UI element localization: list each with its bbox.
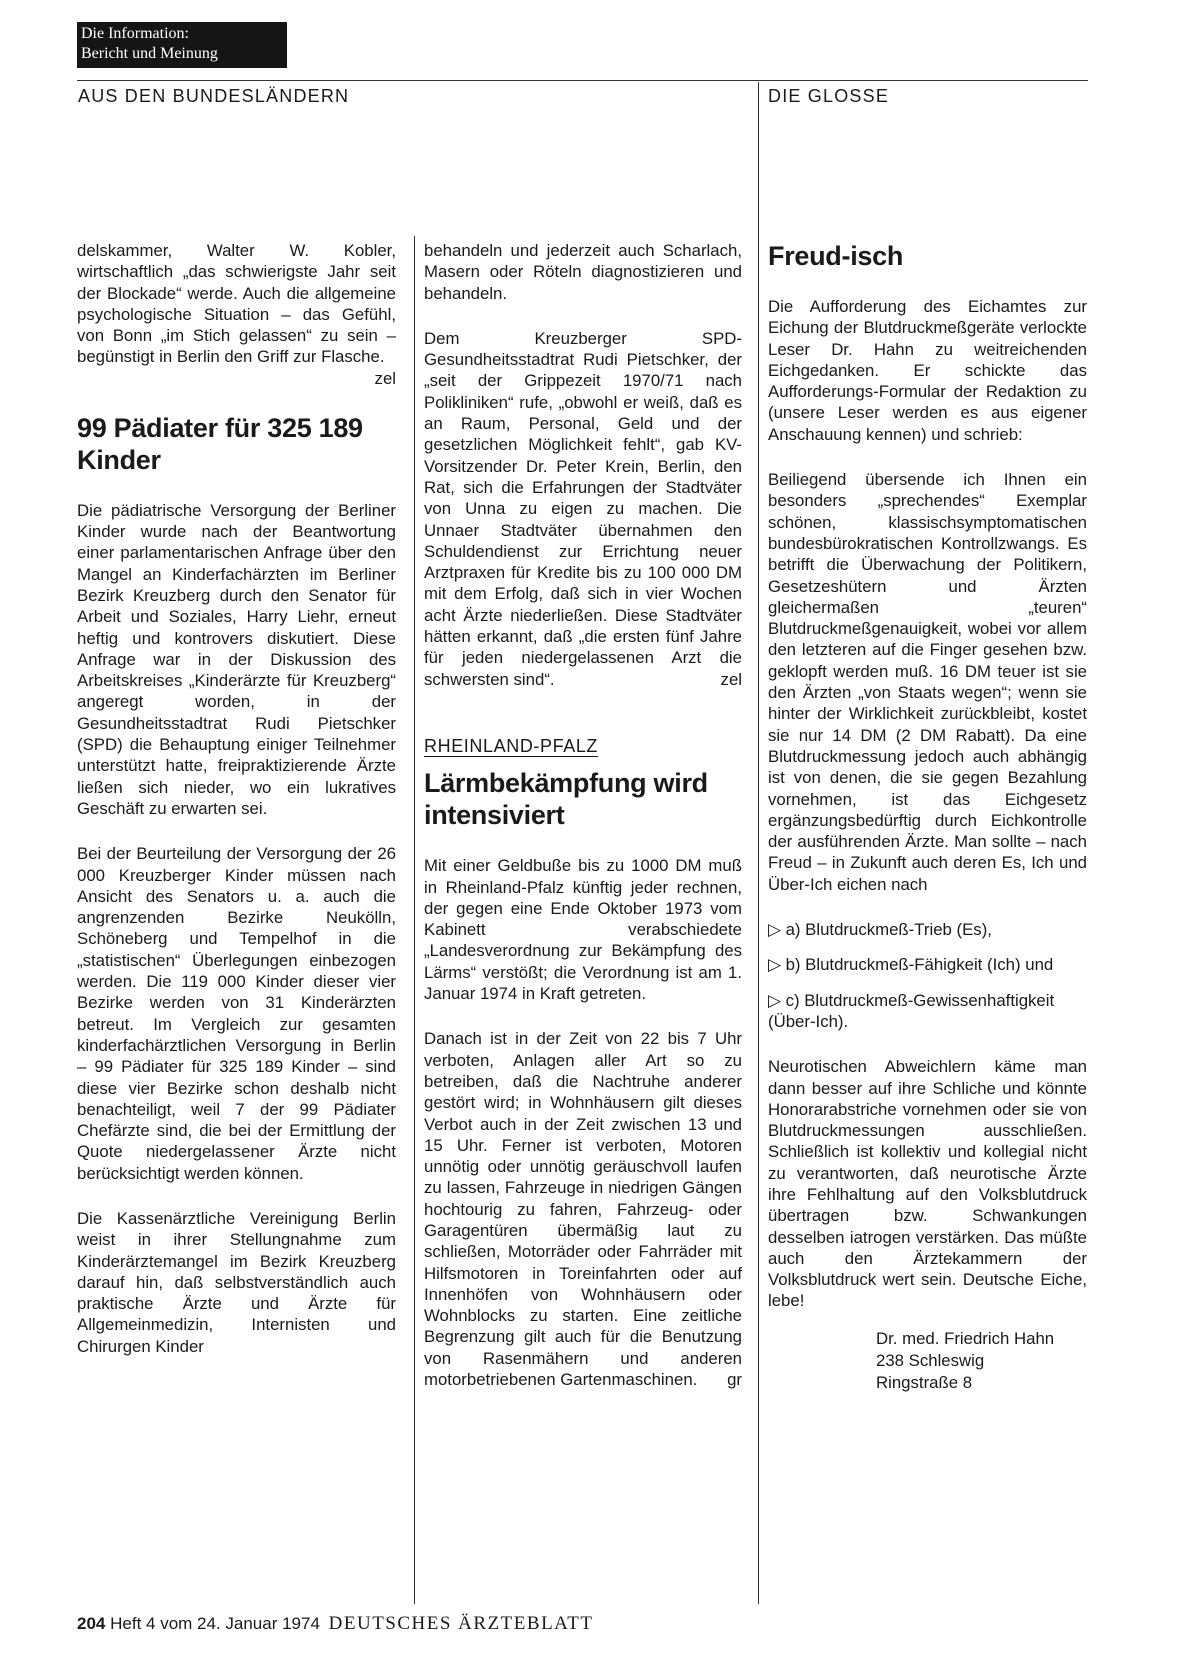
article-paragraph: behandeln und jederzeit auch Scharlach, Masern oder Röteln diagnostizieren und behandeln. xyxy=(424,241,742,303)
bullet-list xyxy=(768,919,1087,1032)
headline-laermbekaempfung: Lärmbekämpfung wird intensiviert xyxy=(424,768,708,831)
signature-city: 238 Schleswig xyxy=(876,1350,985,1370)
headline-paediater: 99 Pädiater für 325 189 Kinder xyxy=(77,412,363,475)
list-item: ▷ c) Blutdruckmeß-Gewissenhaftigkeit (Über-Ich). xyxy=(768,990,1055,1031)
article-paragraph: Die Kassenärztliche Vereinigung Berlin weist in ihrer Stellungnahme zum Kinderärztemangel im Bezirk Kreuzberg darauf hin, daß selbstverständlich auch praktische Ärzte und Ärzte für Allgemeinmedizin, Internisten und Chirurgen Kinder xyxy=(77,1208,396,1356)
author-sig: zel xyxy=(374,368,396,388)
column-divider-1 xyxy=(414,236,415,1604)
article-paragraph: Die Aufforderung des Eichamtes zur Eichung der Blutdruckmeßgeräte verlockte Leser Dr. Hahn zu weitreichenden Eichgedanken. Er schickte das Aufforderungs-Formular der Redaktion zu (unsere Leser werden es aus eigener Anschauung kennen) und schrieb: xyxy=(768,297,1087,444)
article-column-3 xyxy=(768,240,1087,1394)
author-sig: gr xyxy=(727,1370,742,1390)
article-column-1 xyxy=(77,240,396,1357)
top-rule xyxy=(77,80,1088,81)
article-paragraph: Danach ist in der Zeit von 22 bis 7 Uhr verboten, Anlagen aller Art so zu betreiben, daß die Nachtruhe anderer gestört wird; in Wohnhäusern gilt dieses Verbot auch in der Zeit zwischen 13 und 15 Uhr. Ferner ist verboten, Motoren unnötig oder unnötig geräuschvoll laufen zu lassen, Fahrzeuge in niedrigen Gängen hochtourig zu fahren, Fahrzeug- oder Garagentüren übermäßig laut zu schließen, Motorräder oder Fahrräder mit Hilfsmotoren in Toreinfahrten oder auf Innenhöfen von Wohnhäusern oder Wohnblocks zu starten. Eine zeitliche Begrenzung gilt auch für die Benutzung von Rasenmähern und anderen motorbetriebenen Gartenmaschinen. gr xyxy=(424,1029,742,1390)
region-label: RHEINLAND-PFALZ xyxy=(424,735,599,756)
page-footer xyxy=(77,1613,594,1635)
column-divider-2 xyxy=(758,82,759,1604)
masthead-logo xyxy=(77,22,287,68)
article-paragraph: Bei der Beurteilung der Versorgung der 26 000 Kreuzberger Kinder müssen nach Ansicht des Senators u. a. auch die angrenzenden Bezirke Neukölln, Schöneberg und Tempelhof in die „statistischen“ Überlegungen einbezogen werden. Die 119 000 Kinder dieser vier Bezirke werden von 31 Kinderärzten betreut. Im Vergleich zur gesamten kinderfachärztlichen Versorgung in Berlin – 99 Pädiater für 325 189 Kinder – sind diese vier Bezirke schon deshalb nicht benachteiligt, weil 7 der 99 Pädiater Chefärzte sind, die bei der Ermittlung der Quote niedergelassener Ärzte nicht berücksichtigt werden können. xyxy=(77,844,396,1183)
letter-signature xyxy=(876,1328,1087,1394)
article-paragraph: Beiliegend übersende ich Ihnen ein besonders „sprechendes“ Exemplar schönen, klassischsymptomatischen bundesbürokratischen Kontrollzwangs. Es betrifft die Überwachung der Politikern, Gesetzeshütern und Ärzten gleichermaßen „teuren“ Blutdruckmeßgenauigkeit, wobei vor allem den letzteren auf die Finger gesehen bzw. geklopft werden muß. 16 DM teuer ist sie den Ärzten „von Staats wegen“; wenn sie hinter der Wirklichkeit zurückbleibt, kostet sie nur 14 DM (2 DM Rabatt). Da eine Blutdruckmessung jedoch auch abhängig ist von denen, die sie gegen Bezahlung vornehmen, ist das Eichgesetz ergänzungsbedürftig durch Eichkontrolle der ausführenden Ärzte. Man sollte – nach Freud – in Zukunft auch deren Es, Ich und Über-Ich eichen nach xyxy=(768,470,1087,894)
article-paragraph: Neurotischen Abweichlern käme man dann besser auf ihre Schliche und könnte Honorarabstriche vornehmen oder sie von Blutdruckmessungen ausschließen. Schließlich ist kollektiv und kollegial nicht zu verantworten, daß neurotische Ärzte ihre Fehlhaltung auf den Volksblutdruck übertragen bzw. Schwankungen desselben iatrogen verstärken. Das müßte auch den Ärztekammern der Volksblutdruck wert sein. Deutsche Eiche, lebe! xyxy=(768,1057,1087,1311)
section-label-left: AUS DEN BUNDESLÄNDERN xyxy=(78,86,350,106)
article-paragraph: Die pädiatrische Versorgung der Berliner Kinder wurde nach der Beantwortung einer parlamentarischen Anfrage über den Mangel an Kinderfachärzten im Berliner Bezirk Kreuzberg durch den Senator für Arbeit und Soziales, Harry Liehr, erneut heftig und kontrovers diskutiert. Diese Anfrage war in der Diskussion des Arbeitskreises „Kinderärzte für Kreuzberg“ angeregt worden, in der Gesundheitsstadtrat Rudi Pietschker (SPD) die Behauptung einiger Teilnehmer unterstützt hatte, freipraktizierende Ärzte ließen sich nieder, wo ein lukratives Geschäft zu erwarten sei. xyxy=(77,500,396,818)
signature-name: Dr. med. Friedrich Hahn xyxy=(876,1328,1055,1348)
list-item: ▷ b) Blutdruckmeß-Fähigkeit (Ich) und xyxy=(768,955,1054,975)
article-column-2 xyxy=(424,240,742,1390)
masthead-line2: Bericht und Meinung xyxy=(81,45,218,62)
section-label-right: DIE GLOSSE xyxy=(768,86,890,106)
page-number: 204 xyxy=(77,1614,106,1633)
article-paragraph: Dem Kreuzberger SPD-Gesundheitsstadtrat Rudi Pietschker, der „seit der Grippezeit 1970/71 nach Polikliniken“ rufe, „obwohl er weiß, daß es an Raum, Personal, Geld und der gesetzlichen Möglichkeit fehlt“, gab KV-Vorsitzender Dr. Peter Krein, Berlin, den Rat, sich die Erfahrungen der Stadtväter von Unna zu eigen zu machen. Die Unnaer Stadtväter übernahmen den Schuldendienst zur Errichtung neuer Arztpraxen für Kredite bis zu 100 000 DM mit dem Erfolg, daß sich in vier Wochen acht Ärzte niederließen. Diese Stadtväter hätten erkannt, daß „die ersten fünf Jahre für jeden niedergelassenen Arzt die schwersten sind“. zel xyxy=(424,328,742,689)
article-paragraph: delskammer, Walter W. Kobler, wirtschaftlich „das schwierigste Jahr seit der Blockade“ werde. Auch die allgemeine psychologische Situation – das Gefühl, von Bonn „im Stich gelassen“ zu sein – begünstigt in Berlin den Griff zur Flasche. zel xyxy=(77,241,396,388)
issue-info: Heft 4 vom 24. Januar 1974 xyxy=(110,1614,320,1633)
journal-name: DEUTSCHES ÄRZTEBLATT xyxy=(328,1613,594,1634)
author-sig: zel xyxy=(720,669,742,689)
signature-street: Ringstraße 8 xyxy=(876,1372,973,1392)
list-item: ▷ a) Blutdruckmeß-Trieb (Es), xyxy=(768,920,992,940)
masthead-line1: Die Information: xyxy=(81,25,189,42)
article-paragraph: Mit einer Geldbuße bis zu 1000 DM muß in Rheinland-Pfalz künftig jeder rechnen, der gegen eine Ende Oktober 1973 vom Kabinett verabschiedete „Landesverordnung zur Bekämpfung des Lärms“ verstößt; die Verordnung ist am 1. Januar 1974 in Kraft getreten. xyxy=(424,856,742,1004)
headline-freud-isch: Freud-isch xyxy=(768,241,904,271)
